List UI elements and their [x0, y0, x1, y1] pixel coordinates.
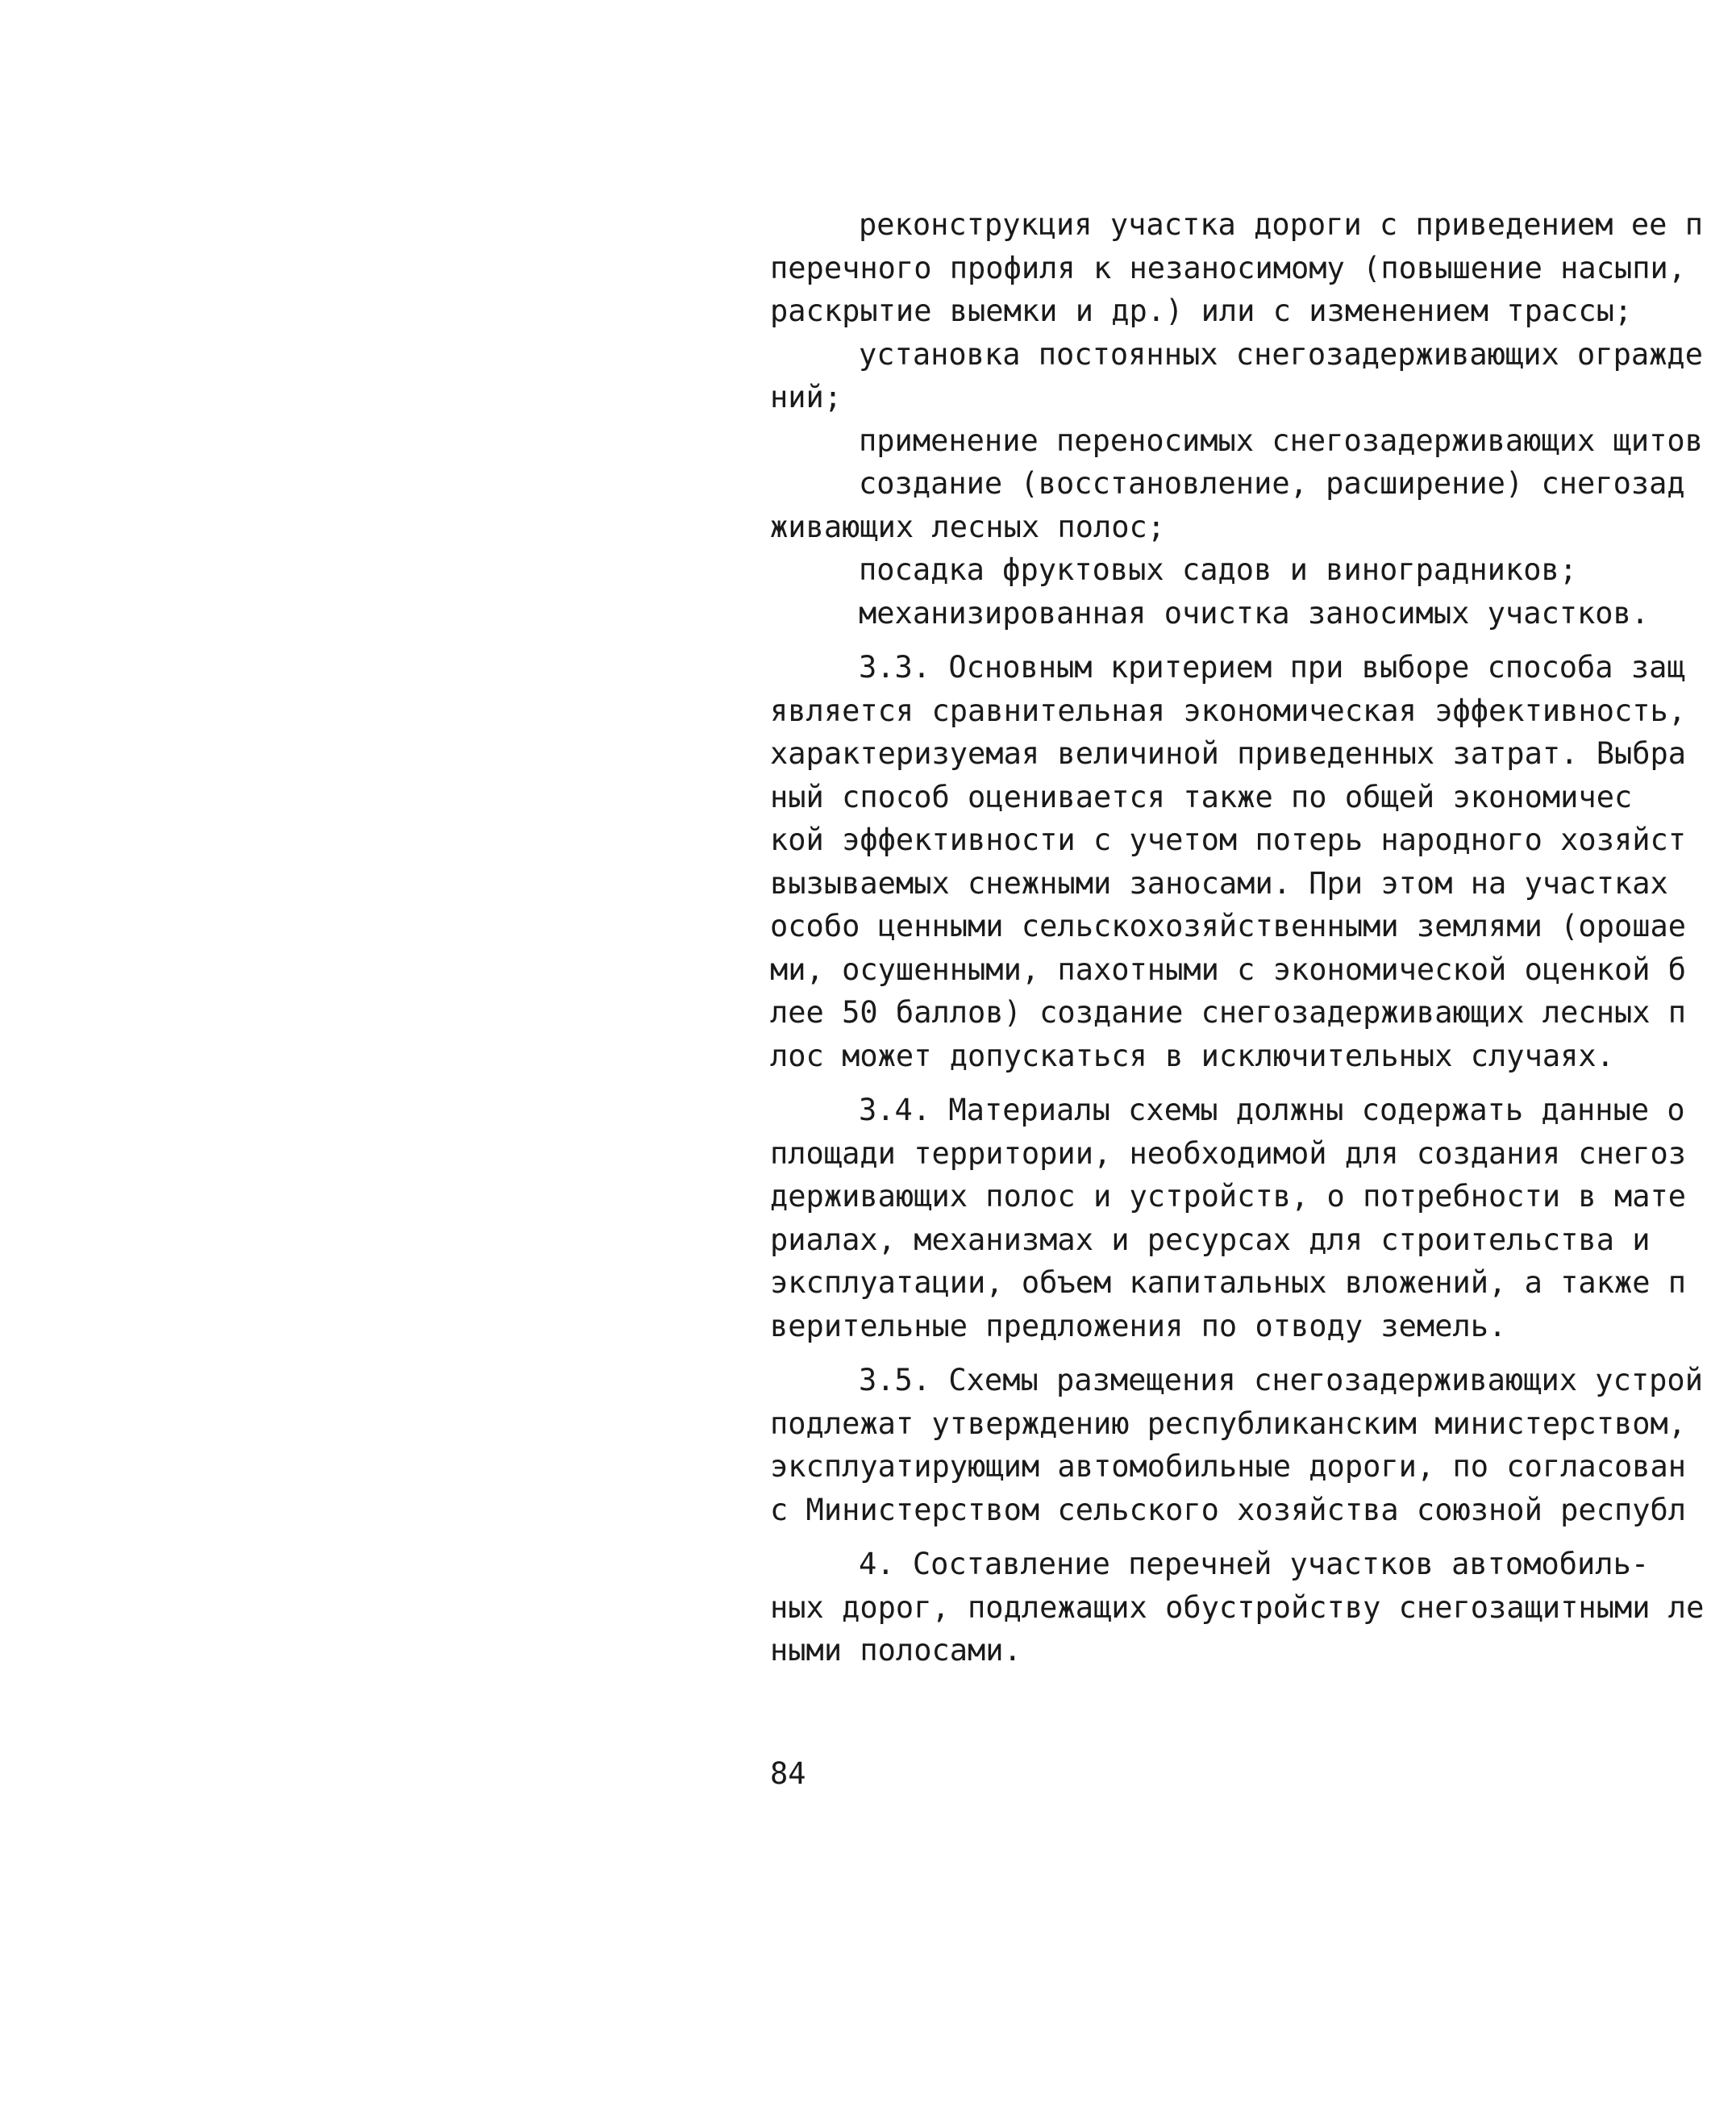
text-line: риалах, механизмах и ресурсах для строительства и	[770, 1222, 1651, 1257]
text-line: эксплуатации, объем капитальных вложений, а также п	[770, 1265, 1687, 1300]
text-line: является сравнительная экономическая эффективность,	[770, 693, 1687, 728]
body-text	[770, 203, 1736, 1672]
text-line: ный способ оценивается также по общей экономичес	[770, 779, 1633, 814]
text-line: реконструкция участка дороги с приведением ее п	[859, 207, 1703, 242]
text-line: перечного профиля к незаносимому (повышение насыпи,	[770, 250, 1687, 285]
paragraph-3-3-start: 3.3. Основным критерием при выборе способа защ	[859, 650, 1685, 685]
text-line: вызываемых снежными заносами. При этом на участках	[770, 865, 1668, 901]
text-line: держивающих полос и устройств, о потребности в мате	[770, 1179, 1687, 1214]
text-line: живающих лесных полос;	[770, 509, 1166, 544]
text-line: ных дорог, подлежащих обустройству снегозащитными ле	[770, 1589, 1705, 1625]
text-line: механизированная очистка заносимых участков.	[859, 595, 1650, 631]
page-number: 84	[770, 1756, 806, 1791]
text-line: создание (восстановление, расширение) снегозад	[859, 466, 1685, 501]
text-line: кой эффективности с учетом потерь народного хозяйст	[770, 823, 1687, 857]
text-line: верительные предложения по отводу земель.	[770, 1308, 1507, 1343]
text-line: особо ценными сельскохозяйственными землями (орошае	[770, 909, 1687, 943]
text-line: применение переносимых снегозадерживающих щитов	[859, 423, 1703, 458]
paragraph-3-4-start: 3.4. Материалы схемы должны содержать данные о	[859, 1093, 1685, 1127]
text-line: эксплуатирующим автомобильные дороги, по согласован	[770, 1449, 1687, 1484]
text-line: ний;	[770, 380, 843, 414]
text-line: характеризуемая величиной приведенных затрат. Выбра	[770, 736, 1687, 771]
section-4-heading: 4. Составление перечней участков автомобиль-	[859, 1547, 1650, 1581]
text-line: подлежат утверждению республиканским министерством,	[770, 1406, 1687, 1441]
text-line: раскрытие выемки и др.) или с изменением трассы;	[770, 294, 1633, 328]
text-line: установка постоянных снегозадерживающих огражде	[859, 336, 1703, 372]
text-line: посадка фруктовых садов и виноградников;	[859, 552, 1578, 587]
text-line: лее 50 баллов) создание снегозадерживающих лесных п	[770, 995, 1687, 1030]
text-line: ными полосами.	[770, 1633, 1022, 1668]
paragraph-3-5-start: 3.5. Схемы размещения снегозадерживающих устрой	[859, 1363, 1703, 1397]
text-line: лос может допускаться в исключительных случаях.	[770, 1038, 1614, 1073]
text-line: ми, осушенными, пахотными с экономической оценкой б	[770, 952, 1687, 987]
text-line: с Министерством сельского хозяйства союзной республ	[770, 1492, 1687, 1527]
text-line: площади территории, необходимой для создания снегоз	[770, 1135, 1687, 1171]
